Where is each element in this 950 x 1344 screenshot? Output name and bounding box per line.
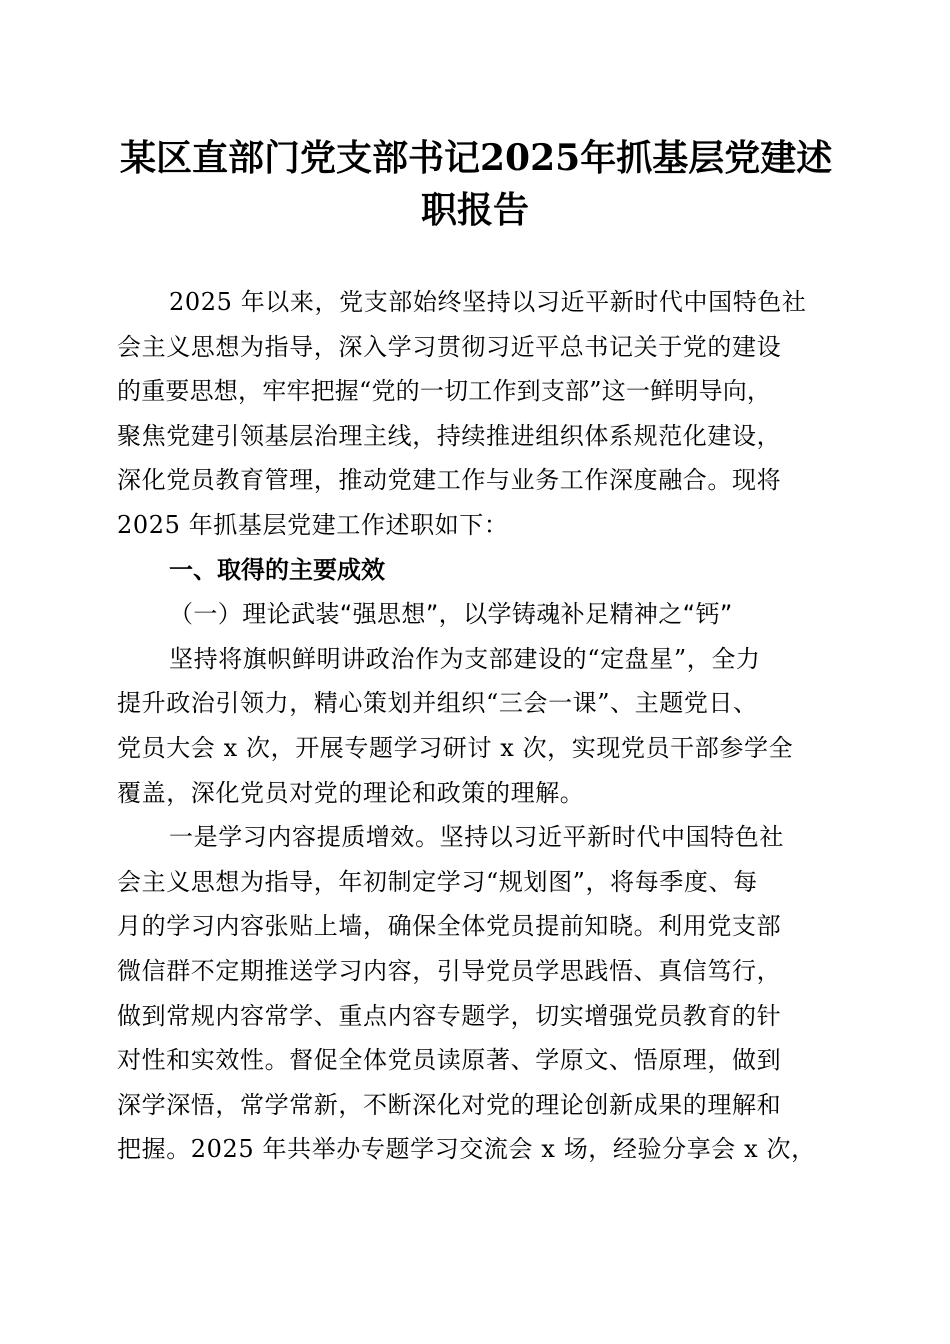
paragraph-line: 坚持将旗帜鲜明讲政治作为支部建设的“定盘星”，全力 <box>169 644 761 673</box>
paragraph-line: 月的学习内容张贴上墙，确保全体党员提前知晓。利用党支部 <box>117 912 782 941</box>
intro-line: 的重要思想，牢牢把握“党的一切工作到支部”这一鲜明导向， <box>117 377 772 406</box>
paragraph-line: 深学深悟，常学常新，不断深化对党的理论创新成果的理解和 <box>117 1090 782 1119</box>
section-heading: 一、取得的主要成效 <box>169 555 385 584</box>
intro-line: 2025 年以来，党支部始终坚持以习近平新时代中国特色社 <box>169 288 807 316</box>
paragraph-lead-phrase: 一是学习内容提质增效。 <box>169 823 440 852</box>
paragraph-line: 党员大会 x 次，开展专题学习研讨 x 次，实现党员干部参学全 <box>117 733 794 762</box>
intro-line: 聚焦党建引领基层治理主线，持续推进组织体系规范化建设， <box>117 421 782 450</box>
paragraph-first-line <box>117 815 837 860</box>
paragraph-line: 提升政治引领力，精心策划并组织“三会一课”、主题党日、 <box>117 689 758 718</box>
intro-line: 2025 年抓基层党建工作述职如下： <box>117 510 509 539</box>
title-line-2: 职报告 <box>420 189 529 231</box>
paragraph-line: 做到常规内容常学、重点内容专题学，切实增强党员教育的针 <box>117 1001 782 1030</box>
paragraph-line: 把握。2025 年共举办专题学习交流会 x 场，经验分享会 x 次， <box>117 1135 816 1164</box>
paragraph-first-line-text: 坚持以习近平新时代中国特色社 <box>439 823 785 852</box>
paragraph-line: 覆盖，深化党员对党的理论和政策的理解。 <box>117 778 585 807</box>
intro-line: 会主义思想为指导，深入学习贯彻习近平总书记关于党的建设 <box>117 332 782 361</box>
subsection-heading: （一）理论武装“强思想”，以学铸魂补足精神之“钙” <box>169 600 733 629</box>
paragraph-line: 会主义思想为指导，年初制定学习“规划图”，将每季度、每 <box>117 867 758 896</box>
intro-line: 深化党员教育管理，推动党建工作与业务工作深度融合。现将 <box>117 466 782 495</box>
paragraph-line: 对性和实效性。督促全体党员读原著、学原文、悟原理，做到 <box>117 1046 782 1075</box>
paragraph-line: 微信群不定期推送学习内容，引导党员学思践悟、真信笃行， <box>117 956 782 985</box>
document-body <box>117 280 837 1172</box>
document-title <box>120 132 833 236</box>
title-line-1: 某区直部门党支部书记2025年抓基层党建述 <box>120 137 833 179</box>
